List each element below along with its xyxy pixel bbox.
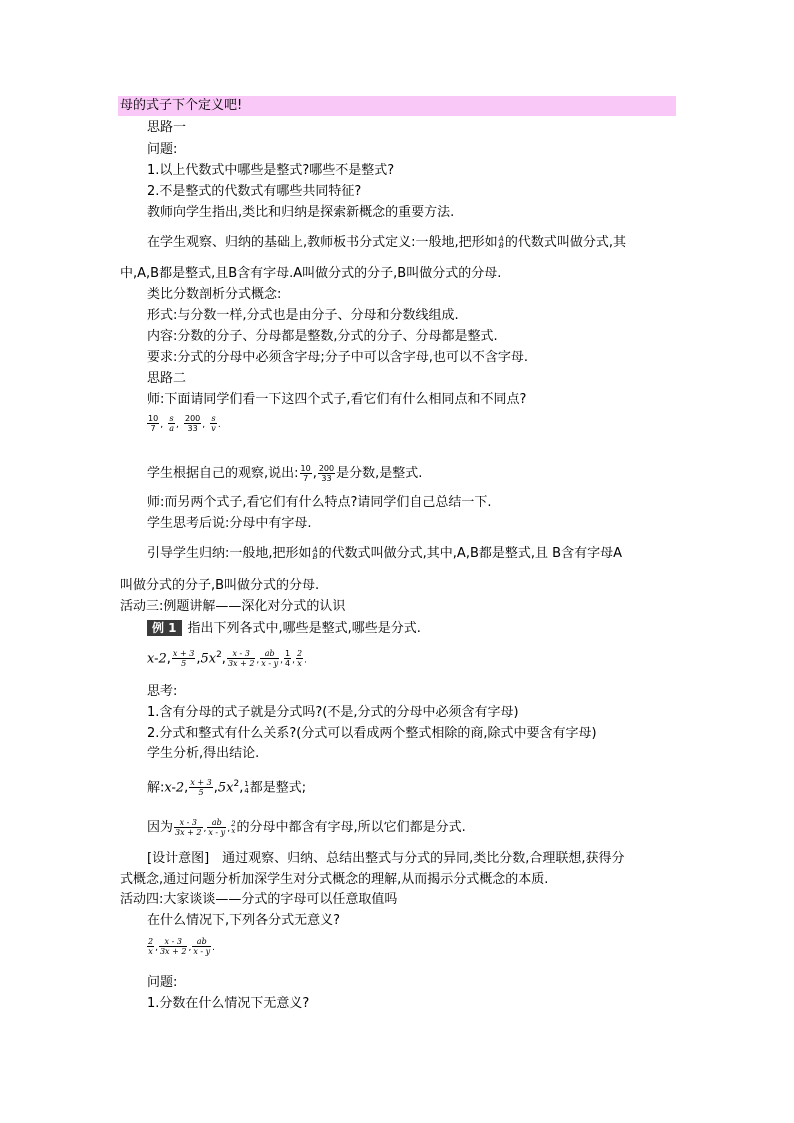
heading-approach-2: 思路二 — [147, 371, 187, 386]
fraction-s-a: $\frac{s}{a}$ — [169, 414, 174, 433]
analogy-heading: 类比分数剖析分式概念: — [147, 287, 282, 302]
guide-line: 引导学生归纳:一般地,把形如 A B 的代数式叫做分式,其中,A,B都是整式,且 B含有字母A — [147, 545, 622, 561]
definition-text-b: 的代数式叫做分式,其 — [504, 235, 626, 250]
student-analysis: 学生分析,得出结论. — [147, 746, 260, 761]
guide-line-2: 叫做分式的分子,B叫做分式的分母. — [120, 578, 320, 593]
analogy-requirement: 要求:分式的分母中必须含字母;分子中可以含字母,也可以不含字母. — [147, 350, 529, 365]
activity-3-heading: 活动三:例题讲解——深化对分式的认识 — [120, 599, 346, 614]
line-define-prompt: 母的式子下个定义吧! — [120, 98, 243, 113]
fraction-ab-xy: $\frac{ab}{x - y}$ — [261, 649, 279, 669]
fraction-2-x-q: $\frac{2}{x}$ — [148, 937, 154, 956]
fraction-a-over-b-2: A B — [312, 545, 318, 561]
fraction-1-4-sol: 1 4 — [244, 779, 249, 795]
fraction-10-7: $\frac{10}{7}$ — [148, 414, 159, 433]
fraction-10-7-inline: $\frac{10}{7}$ — [300, 464, 311, 483]
student-answer: 学生思考后说:分母中有字母. — [147, 516, 312, 531]
question-2: 2.不是整式的代数式有哪些共同特征? — [147, 184, 362, 199]
question-label: 问题: — [147, 142, 178, 157]
solution-line: 解:x-2, $\frac{x + 3}{5}$ $,5x^2$, 1 4 都是整式; — [147, 778, 307, 798]
fraction-x3-5-sol: $\frac{x + 3}{5}$ — [190, 778, 212, 798]
because-line: 因为 $\frac{x - 3}{3x + 2}$ , $\frac{ab}{x - y}$ , 2 x 的分母中都含有字母,所以它们都是分式. — [147, 818, 466, 837]
fraction-2-x: $\frac{2}{x}$ — [296, 649, 303, 669]
fraction-a-over-b: A B — [498, 234, 504, 250]
example-expressions: x-2, $\frac{x + 3}{5}$ $,5x^2$, $\frac{x - 3}{3x + 2}$ , $\frac{ab}{x - y}$ , $\frac{1}{4}$ , $\frac{2}{x}$ . — [147, 649, 307, 669]
example-1-line: 例 1 指出下列各式中,哪些是整式,哪些是分式. — [147, 620, 421, 637]
fraction-ab-xy-sol: $\frac{ab}{x - y}$ — [208, 818, 226, 837]
fraction-200-33-inline: $\frac{200}{33}$ — [318, 464, 335, 483]
fraction-200-33: $\frac{200}{33}$ — [185, 414, 201, 433]
fraction-x3-3x2-q: $\frac{x - 3}{3x + 2}$ — [159, 937, 187, 956]
definition-text-a: 在学生观察、归纳的基础上,教师板书分式定义:一般地,把形如 — [147, 235, 498, 250]
question-fraction-meaningless: 1.分数在什么情况下无意义? — [147, 996, 310, 1011]
four-expressions: $\frac{10}{7}$ , $\frac{s}{a}$ , $\frac{200}{33}$ , $\frac{s}{v}$ . — [148, 414, 221, 433]
teacher-question: 师:下面请同学们看一下这四个式子,看它们有什么相同点和不同点? — [147, 392, 527, 407]
fraction-x3-5: $\frac{x + 3}{5}$ — [172, 649, 195, 669]
question-1: 1.以上代数式中哪些是整式?哪些不是整式? — [147, 163, 395, 178]
student-observation: 学生根据自己的观察,说出: $\frac{10}{7}$ , $\frac{200}{33}$ 是分数,是整式. — [147, 464, 423, 483]
analogy-content: 内容:分数的分子、分母都是整数,分式的分子、分母都是整式. — [147, 329, 498, 344]
teacher-prompt: 师:而另两个式子,看它们有什么特点?请同学们自己总结一下. — [147, 495, 492, 510]
think-label: 思考: — [147, 684, 178, 699]
question-label-2: 问题: — [147, 975, 178, 990]
meaningless-expressions: $\frac{2}{x}$ , $\frac{x - 3}{3x + 2}$ , $\frac{ab}{x - y}$ . — [148, 937, 216, 956]
analogy-form: 形式:与分数一样,分式也是由分子、分母和分数线组成. — [147, 308, 459, 323]
fraction-x3-3x2: $\frac{x - 3}{3x + 2}$ — [227, 649, 255, 669]
fraction-1-4: $\frac{1}{4}$ — [285, 649, 291, 669]
think-2: 2.分式和整式有什么关系?(分式可以看成两个整式相除的商,除式中要含有字母) — [147, 726, 597, 741]
heading-approach-1: 思路一 — [147, 120, 187, 135]
fraction-ab-xy-q: $\frac{ab}{x - y}$ — [193, 937, 211, 956]
design-intent-1: [设计意图] 通过观察、归纳、总结出整式与分式的异同,类比分数,合理联想,获得分 — [147, 851, 625, 866]
activity-4-heading: 活动四:大家谈谈——分式的字母可以任意取值吗 — [120, 892, 398, 907]
example-badge: 例 1 — [147, 620, 182, 636]
fraction-x3-3x2-sol: $\frac{x - 3}{3x + 2}$ — [175, 818, 202, 837]
activity-4-question: 在什么情况下,下列各分式无意义? — [147, 913, 341, 928]
definition-line — [147, 235, 626, 251]
fraction-2-x-sol: 2 x — [231, 819, 236, 835]
fraction-s-v: $\frac{s}{v}$ — [211, 414, 216, 433]
think-1: 1.含有分母的式子就是分式吗?(不是,分式的分母中必须含有字母) — [147, 705, 519, 720]
definition-line-2: 中,A,B都是整式,且B含有字母.A叫做分式的分子,B叫做分式的分母. — [120, 266, 502, 281]
teacher-note: 教师向学生指出,类比和归纳是探索新概念的重要方法. — [147, 205, 455, 220]
design-intent-2: 式概念,通过问题分析加深学生对分式概念的理解,从而揭示分式概念的本质. — [120, 872, 549, 887]
